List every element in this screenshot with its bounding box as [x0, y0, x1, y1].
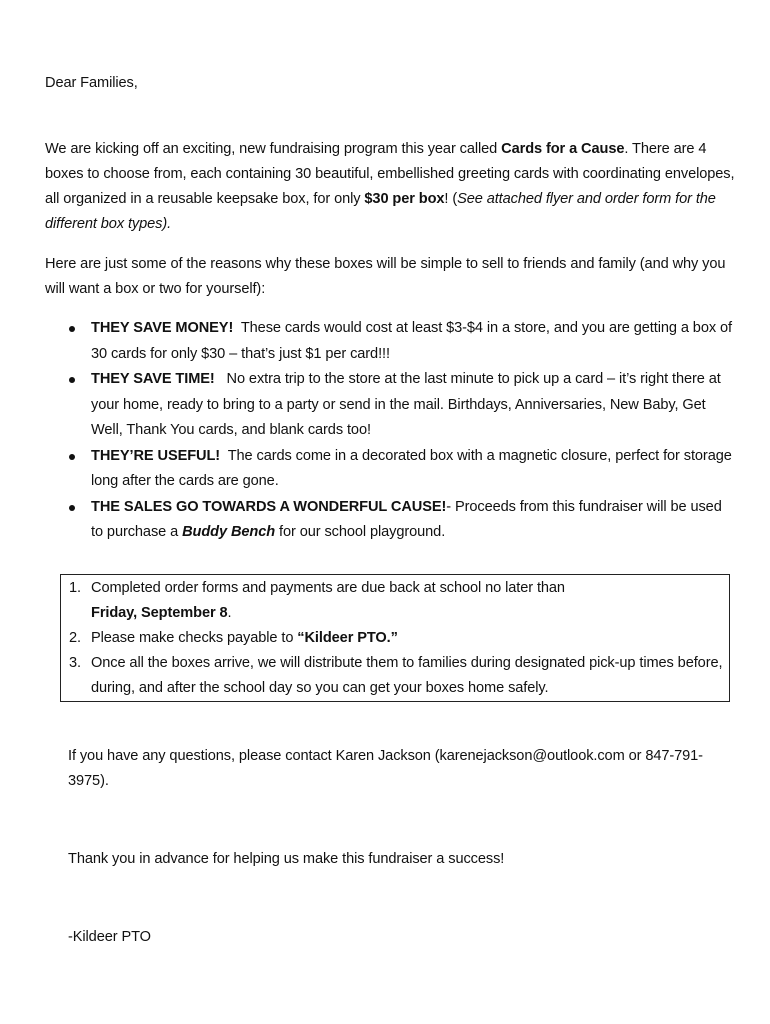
list-item: [67, 444, 735, 495]
bullet-icon: [69, 454, 75, 460]
reason-text: The cards come in a decorated box with a magnetic closure, perfect for storage long after the cards are gone.: [91, 447, 736, 489]
reason-heading: THEY’RE USEFUL!: [91, 447, 221, 464]
payee: “Kildeer PTO.”: [297, 630, 398, 646]
reason-text: - Proceeds from this fundraiser will be used to purchase a: [91, 498, 722, 540]
bullet-icon: [69, 326, 75, 332]
buddy-bench: Buddy Bench: [182, 524, 276, 540]
due-date: Friday, September 8: [91, 605, 228, 621]
instructions-box: [60, 574, 730, 702]
intro-text-3: ! (: [444, 191, 458, 207]
list-item: [67, 367, 735, 444]
reason-text: These cards would cost at least $3-$4 in a store, and you are getting a box of 30 cards for only $30 – that’s just $1 per card!!!: [91, 320, 736, 362]
bullet-icon: [69, 505, 75, 511]
program-name: Cards for a Cause: [501, 141, 625, 157]
greeting: Dear Families,: [45, 75, 138, 91]
see-attached-note: See attached flyer and order form for the different box types).: [45, 191, 716, 232]
reasons-intro: Here are just some of the reasons why these boxes will be simple to sell to friends and family (and why you will want a box or two for yourself):: [45, 256, 726, 297]
instruction-text: Completed order forms and payments are due back at school no later than: [91, 580, 565, 596]
price: $30 per box: [364, 191, 445, 207]
thanks-paragraph: Thank you in advance for helping us make this fundraiser a success!: [68, 851, 505, 867]
signoff: -Kildeer PTO: [68, 929, 151, 945]
instruction-number: 3.: [69, 655, 81, 671]
list-item: [67, 495, 735, 546]
instruction-text-after: .: [227, 605, 232, 621]
bullet-icon: [69, 377, 75, 383]
reason-heading: THEY SAVE TIME!: [91, 371, 215, 387]
instruction-text: Please make checks payable to: [91, 630, 298, 646]
reason-heading: THE SALES GO TOWARDS A WONDERFUL CAUSE!: [91, 498, 447, 515]
intro-text-1: We are kicking off an exciting, new fundraising program this year called: [45, 141, 502, 157]
instruction-item: [69, 651, 724, 701]
instruction-number: 1.: [69, 580, 81, 596]
reasons-list: [67, 316, 735, 546]
instruction-number: 2.: [69, 630, 81, 646]
instruction-item: [69, 576, 724, 626]
intro-paragraph: [45, 137, 735, 237]
reason-heading: THEY SAVE MONEY!: [91, 320, 234, 336]
intro-text-2: . There are 4 boxes to choose from, each containing 30 beautiful, embellished greeting cards with coordinating envelopes, all organized in a reusable keepsake box, for only: [45, 141, 735, 207]
instruction-item: [69, 626, 724, 651]
list-item: [67, 316, 735, 367]
contact-paragraph: If you have any questions, please contact Karen Jackson (karenejackson@outlook.com or 847-791-3975).: [68, 748, 703, 789]
reason-text: No extra trip to the store at the last minute to pick up a card – it’s right there at your home, ready to bring to a party or send in the mail. Birthdays, Anniversaries, New Baby, Get Well, Thank You cards, and blank cards too!: [91, 371, 725, 438]
instruction-text: Once all the boxes arrive, we will distribute them to families during designated pick-up times before, during, and after the school day so you can get your boxes home safely.: [91, 655, 723, 696]
reason-text-after: for our school playground.: [275, 524, 446, 540]
instructions-list: [69, 576, 724, 701]
